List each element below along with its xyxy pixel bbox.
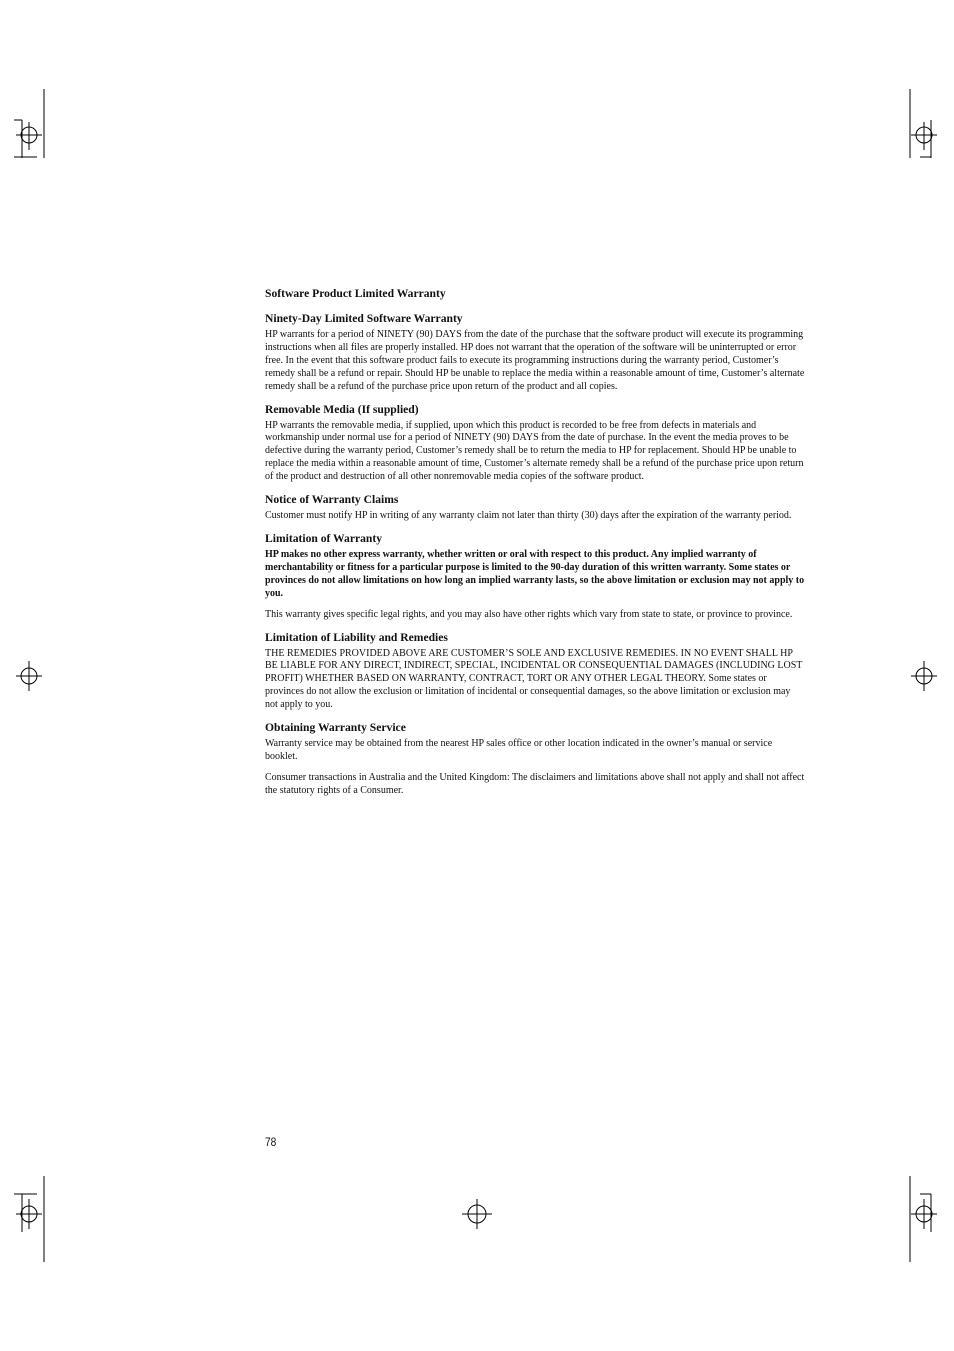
section-paragraph: HP warrants the removable media, if supplied, upon which this product is recorded to be free from defects in materials and workmanship under normal use for a period of NINETY (90) DAYS from the date of purchase. In the event the media proves to be defective during the warranty period, Customer’s remedy shall be to return the media to HP for replacement. Should HP be unable to replace the media within a reasonable amount of time, Customer’s alternate remedy shall be a refund of the purchase price upon return of the product and destruction of all other nonremovable media copies of the software product.	[265, 419, 804, 483]
section-paragraph: Customer must notify HP in writing of any warranty claim not later than thirty (30) days after the expiration of the warranty period.	[265, 510, 792, 522]
document-title: Software Product Limited Warranty	[265, 287, 446, 300]
section-paragraph: This warranty gives specific legal rights, and you may also have other rights which vary from state to state, or province to province.	[265, 608, 793, 620]
section-limitation-of-liability	[265, 630, 805, 713]
section-paragraph: THE REMEDIES PROVIDED ABOVE ARE CUSTOMER’S SOLE AND EXCLUSIVE REMEDIES. IN NO EVENT SHALL HP BE LIABLE FOR ANY DIRECT, INDIRECT, SPECIAL, INCIDENTAL OR CONSEQUENTIAL DAMAGES (INCLUDING LOST PROFIT) WHETHER BASED ON WARRANTY, CONTRACT, TORT OR ANY OTHER LEGAL THEORY. Some states or provinces do not allow the exclusion or limitation of incidental or consequential damages, so the above limitation or exclusion may not apply to you.	[265, 647, 803, 711]
section-notice-of-claims	[265, 492, 805, 523]
section-bold-disclaimer: HP makes no other express warranty, whether written or oral with respect to this product. Any implied warranty of merchantability or fitness for a particular purpose is limited to the 90-day duration of this written warranty. Some states or provinces do not allow limitations on how long an implied warranty lasts, so the above limitation or exclusion may not apply to you.	[265, 548, 805, 599]
section-heading: Ninety-Day Limited Software Warranty	[265, 312, 463, 325]
section-heading: Removable Media (If supplied)	[265, 402, 419, 416]
section-limitation-of-warranty	[265, 531, 805, 622]
section-heading: Limitation of Warranty	[265, 531, 383, 545]
section-removable-media	[265, 402, 805, 485]
section-heading: Notice of Warranty Claims	[265, 493, 399, 507]
page-number: 78	[265, 1135, 277, 1149]
section-paragraph: HP warrants for a period of NINETY (90) DAYS from the date of the purchase that the software product will execute its programming instructions when all files are properly installed. HP does not warrant that the operation of the software will be uninterrupted or error free. In the event that this software product fails to execute its programming instructions during the warranty period, Customer’s remedy shall be a refund or repair. Should HP be unable to replace the media within a reasonable amount of time, Customer’s alternate remedy shall be a refund of the purchase price upon return of the product and all copies.	[265, 329, 805, 392]
warranty-document	[265, 286, 805, 806]
section-heading: Limitation of Liability and Remedies	[265, 630, 448, 644]
section-obtaining-service	[265, 720, 805, 798]
section-paragraph: Consumer transactions in Australia and the United Kingdom: The disclaimers and limitations above shall not apply and shall not affect the statutory rights of a Consumer.	[265, 771, 805, 796]
section-paragraph: Warranty service may be obtained from the nearest HP sales office or other location indicated in the owner’s manual or service booklet.	[265, 738, 773, 762]
section-ninety-day-warranty	[265, 311, 805, 394]
section-heading: Obtaining Warranty Service	[265, 721, 406, 735]
